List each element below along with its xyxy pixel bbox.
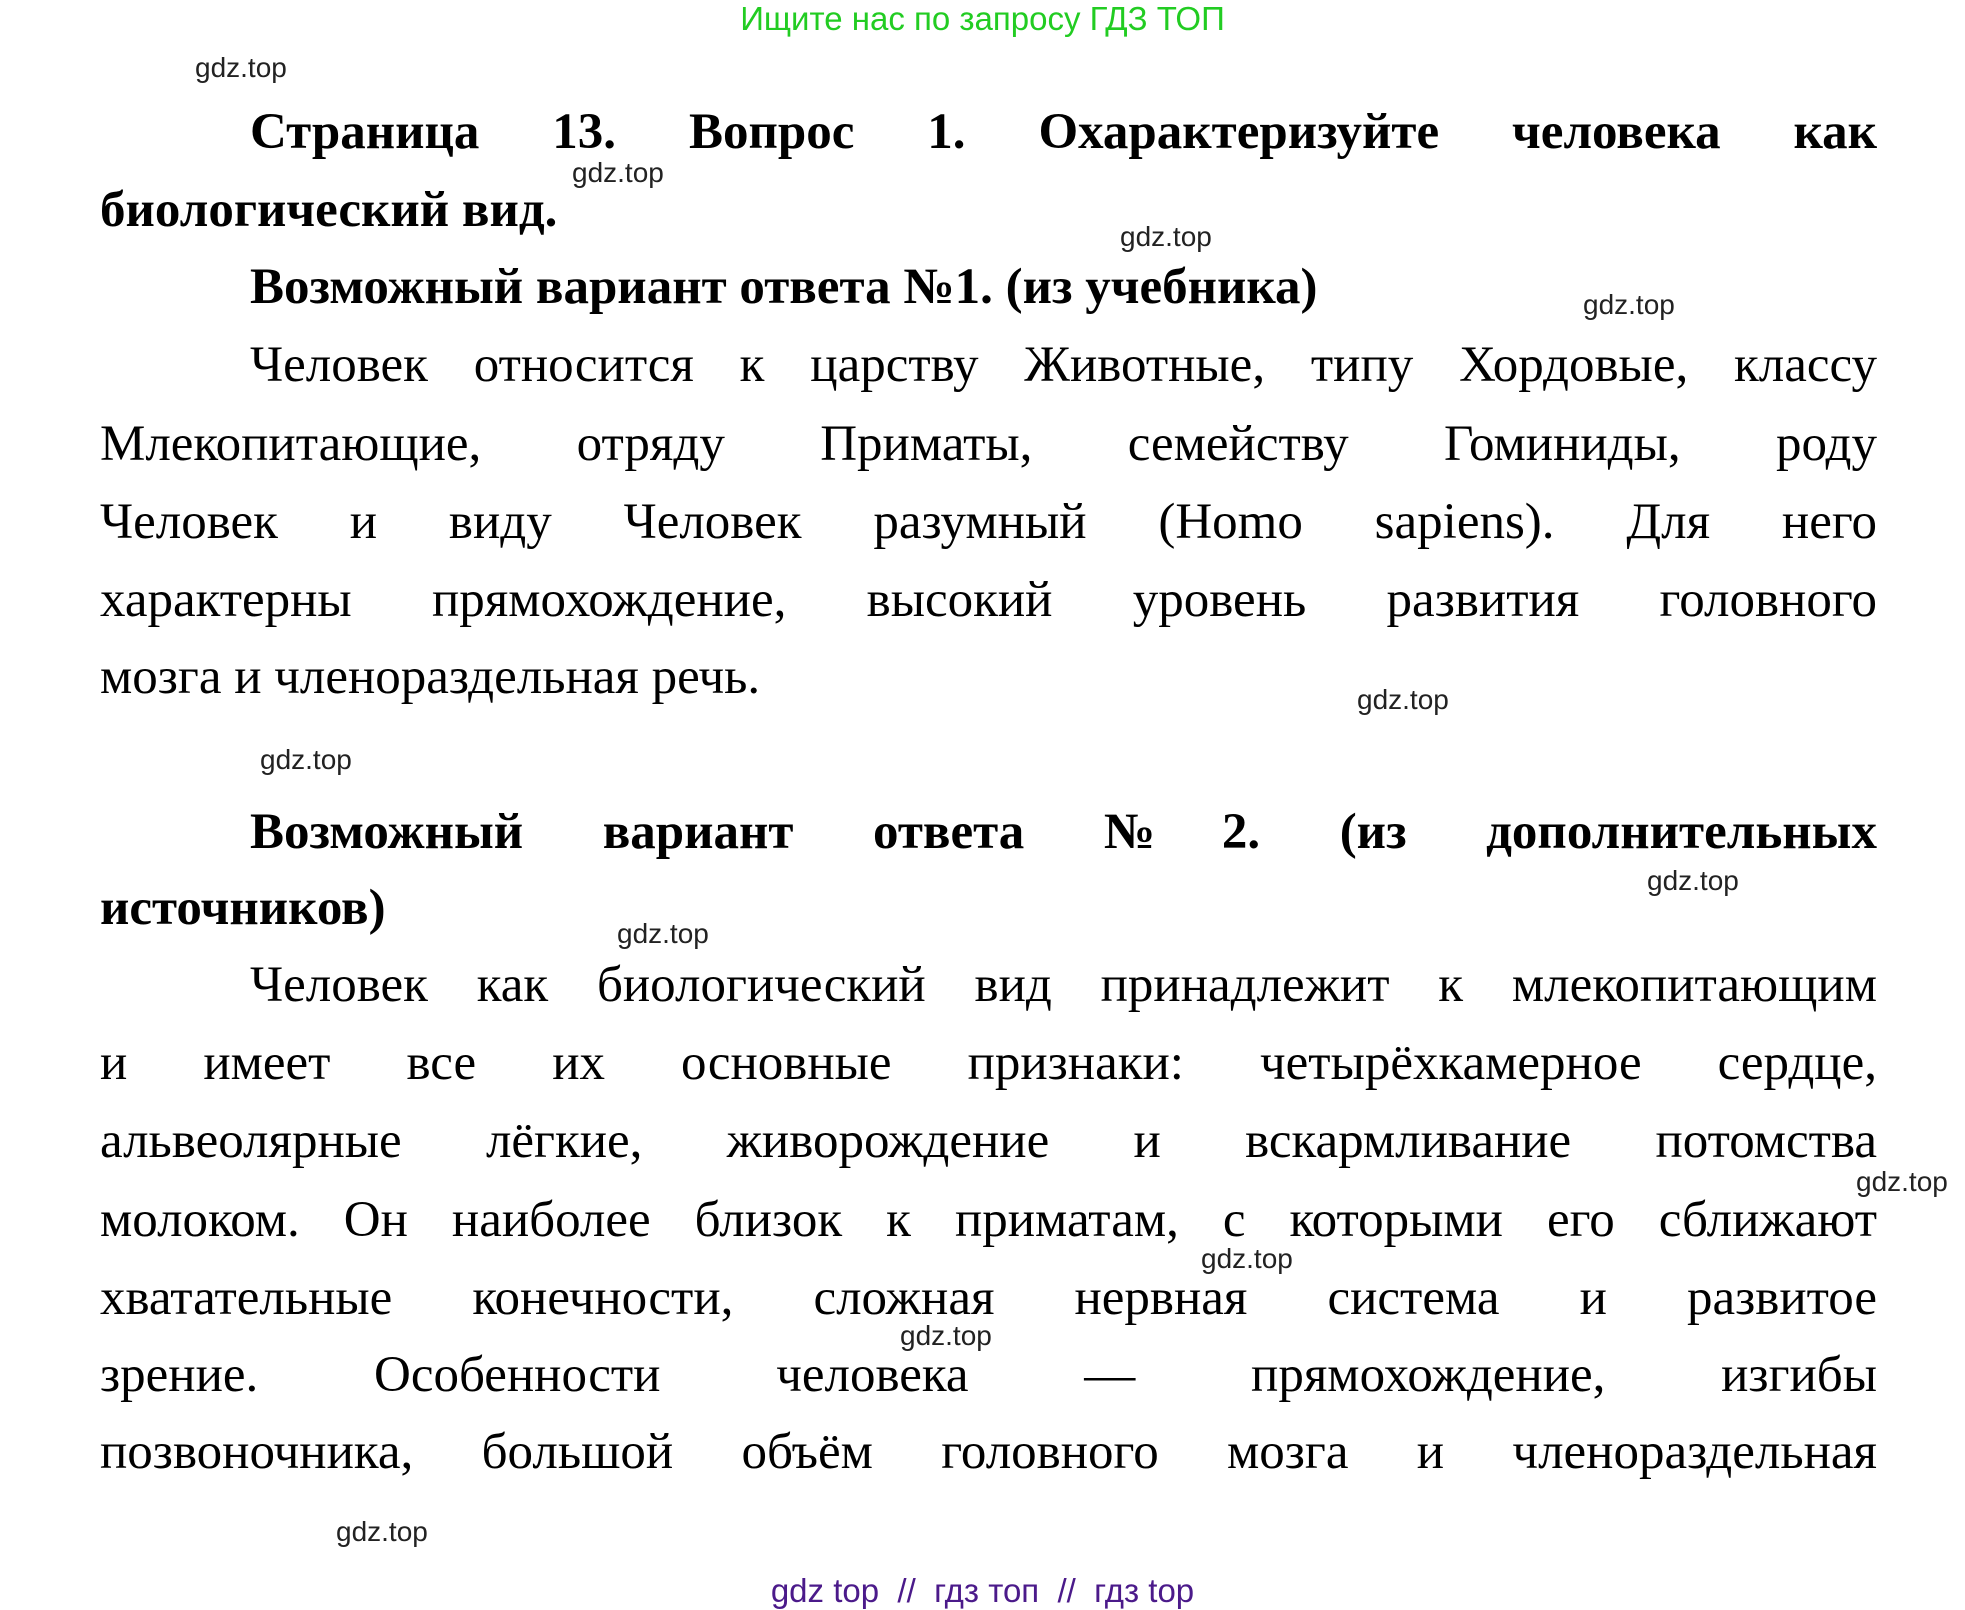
answer-1-text-line: Человек и виду Человек разумный (Homo sapiens). Для него	[100, 494, 1877, 550]
question-title-line-2: биологический вид.	[100, 182, 558, 238]
watermark: gdz.top	[1583, 289, 1675, 320]
watermark: gdz.top	[900, 1320, 992, 1351]
watermark: gdz.top	[572, 157, 664, 188]
answer-2-text-line: хватательные конечности, сложная нервная система и развитое	[100, 1270, 1877, 1326]
watermark: gdz.top	[195, 52, 287, 83]
watermark: gdz.top	[260, 744, 352, 775]
watermark: gdz.top	[1856, 1166, 1948, 1197]
search-banner: Ищите нас по запросу ГДЗ ТОП	[740, 0, 1225, 37]
footer-links: gdz top // гдз топ // гдз top	[770, 1572, 1195, 1609]
watermark: gdz.top	[1647, 865, 1739, 896]
answer-1-text-line: Человек относится к царству Животные, типу Хордовые, классу	[250, 337, 1877, 393]
watermark: gdz.top	[336, 1516, 428, 1547]
answer-2-text-line: позвоночника, большой объём головного мозга и членораздельная	[100, 1424, 1877, 1480]
watermark: gdz.top	[617, 918, 709, 949]
answer-2-text-line: Человек как биологический вид принадлежит к млекопитающим	[250, 957, 1877, 1013]
answer-2-heading-line-1: Возможный вариант ответа №2. (из дополнительных	[250, 804, 1877, 860]
answer-2-text-line: и имеет все их основные признаки: четырёхкамерное сердце,	[100, 1035, 1877, 1091]
question-title-line-1: Страница 13. Вопрос 1. Охарактеризуйте человека как	[250, 104, 1877, 160]
watermark: gdz.top	[1357, 684, 1449, 715]
answer-1-heading: Возможный вариант ответа №1. (из учебника)	[250, 259, 1318, 315]
answer-1-text-line: мозга и членораздельная речь.	[100, 649, 761, 705]
answer-2-text-line: молоком. Он наиболее близок к приматам, с которыми его сближают	[100, 1192, 1877, 1248]
answer-1-text-line: характерны прямохождение, высокий уровень развития головного	[100, 572, 1877, 628]
watermark: gdz.top	[1120, 221, 1212, 252]
answer-1-text-line: Млекопитающие, отряду Приматы, семейству Гоминиды, роду	[100, 416, 1877, 472]
answer-2-heading-line-2: источников)	[100, 880, 386, 936]
watermark: gdz.top	[1201, 1243, 1293, 1274]
answer-2-text-line: альвеолярные лёгкие, живорождение и вскармливание потомства	[100, 1113, 1877, 1169]
answer-2-text-line: зрение. Особенности человека — прямохождение, изгибы	[100, 1347, 1877, 1403]
